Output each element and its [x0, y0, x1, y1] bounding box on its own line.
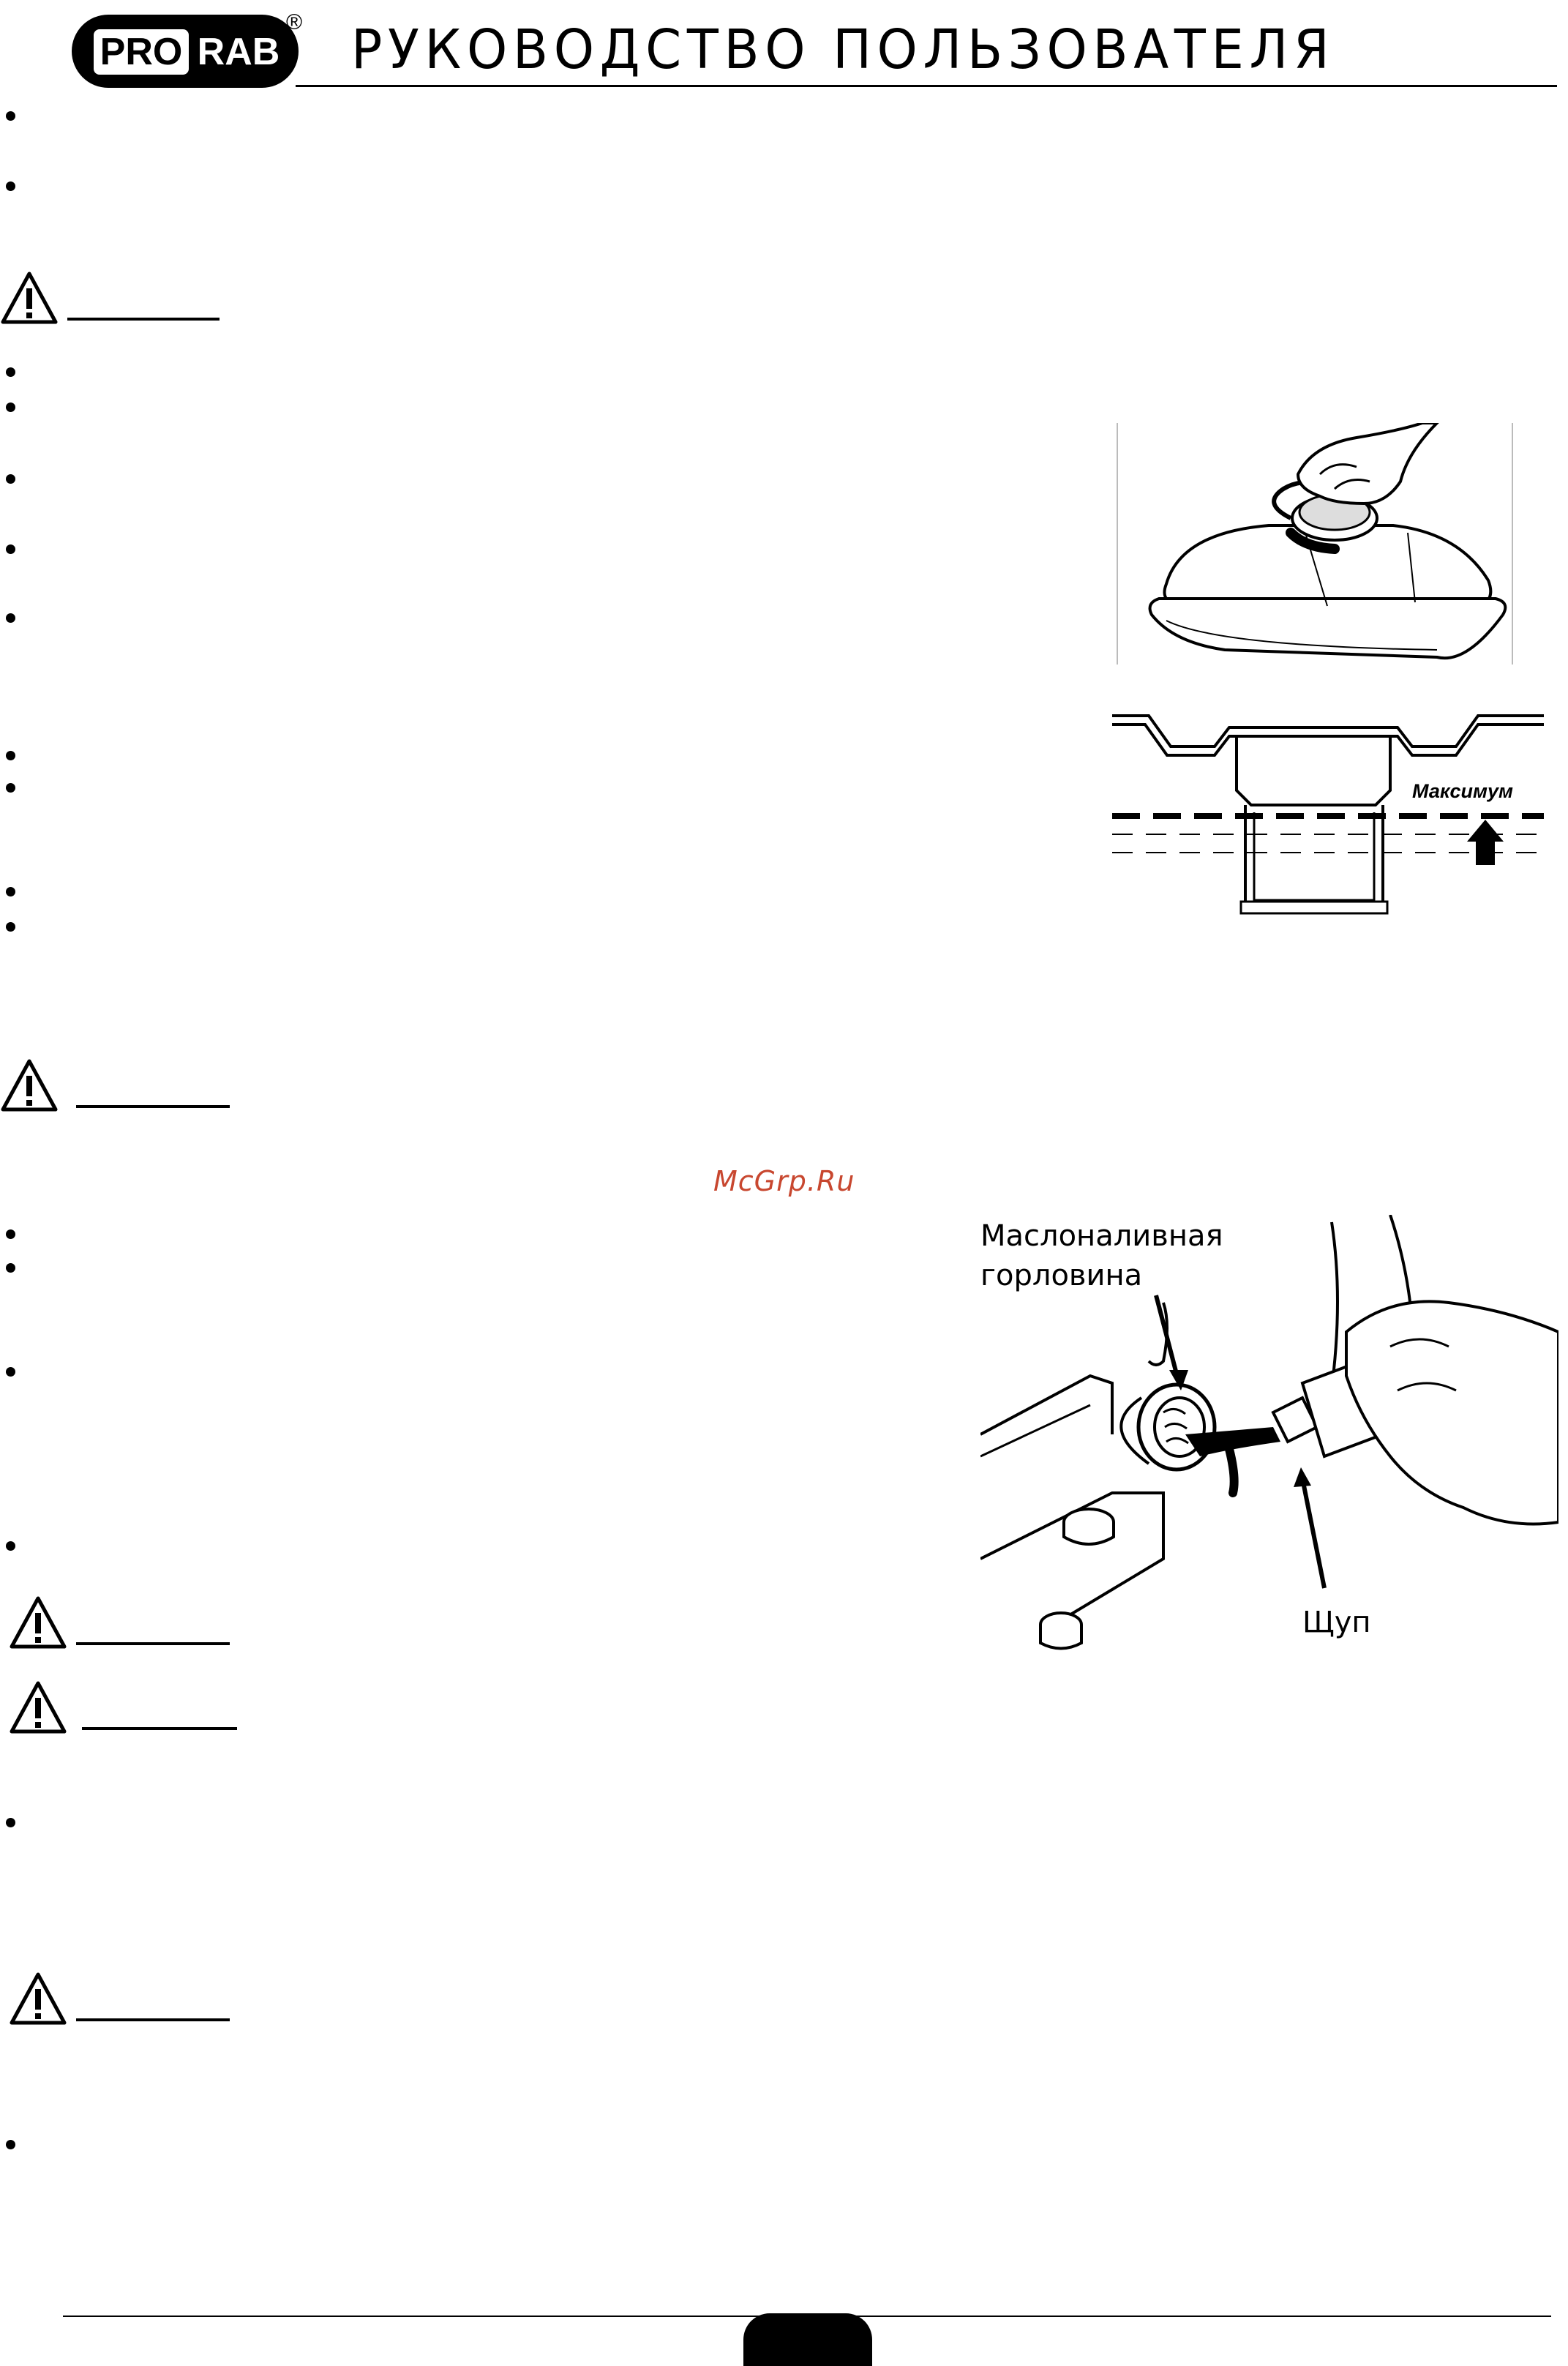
- svg-text:Максимум: Максимум: [1412, 780, 1513, 802]
- bullet-marker: [6, 1818, 15, 1827]
- bullet-marker: [6, 1263, 15, 1273]
- page-title: РУКОВОДСТВО ПОЛЬЗОВАТЕЛЯ: [351, 18, 1335, 81]
- bullet-marker: [6, 544, 15, 554]
- warning-triangle-icon: [9, 1595, 67, 1650]
- svg-text:®: ®: [285, 10, 303, 34]
- bullet-marker: [6, 474, 15, 484]
- warning-triangle-icon: [0, 271, 59, 325]
- svg-text:RAB: RAB: [197, 31, 280, 73]
- svg-text:Маслоналивная: Маслоналивная: [980, 1219, 1223, 1253]
- bullet-marker: [6, 1541, 15, 1551]
- bullet-marker: [6, 2140, 15, 2149]
- bullet-marker: [6, 1367, 15, 1377]
- warning-triangle-icon: [0, 1058, 59, 1112]
- header-divider: [296, 85, 1557, 87]
- warning-block: [9, 1595, 258, 1654]
- oil-fill-illustration: [980, 1215, 1558, 1669]
- fuel-tank-cap-illustration: [1115, 423, 1515, 664]
- bullet-marker: [6, 922, 15, 932]
- bullet-marker: [6, 111, 15, 121]
- svg-text:PRO: PRO: [100, 31, 183, 73]
- bullet-marker: [6, 613, 15, 623]
- warning-block: [9, 1680, 258, 1739]
- bullet-marker: [6, 403, 15, 412]
- warning-block: [0, 1058, 249, 1117]
- warning-triangle-icon: [9, 1680, 67, 1734]
- warning-block: [9, 1972, 258, 2030]
- warning-block: [0, 271, 249, 329]
- warning-triangle-icon: [9, 1972, 67, 2026]
- bullet-marker: [6, 887, 15, 896]
- fuel-level-diagram: [1105, 703, 1544, 922]
- page-number-badge: [743, 2313, 872, 2366]
- bullet-marker: [6, 181, 15, 191]
- watermark: McGrp.Ru: [713, 1165, 855, 1197]
- bullet-marker: [6, 1229, 15, 1239]
- bullet-marker: [6, 751, 15, 760]
- svg-text:Щуп: Щуп: [1302, 1606, 1371, 1639]
- bullet-marker: [6, 783, 15, 793]
- prorab-logo: [70, 10, 306, 89]
- svg-text:горловина: горловина: [980, 1259, 1143, 1292]
- bullet-marker: [6, 367, 15, 377]
